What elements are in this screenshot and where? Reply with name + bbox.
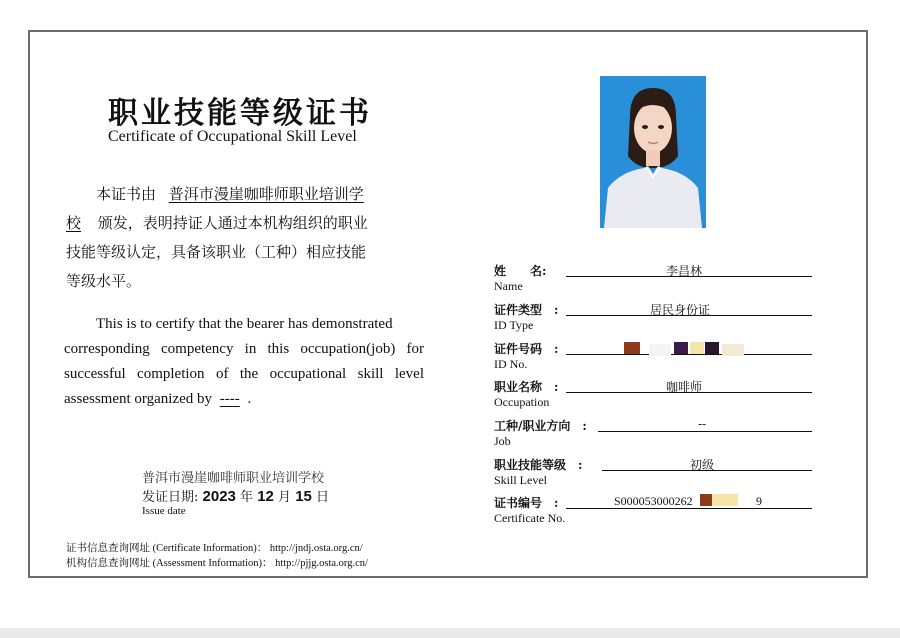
- assessment-query-link[interactable]: 机构信息查询网址 (Assessment Information)： http://pjjg.osta.org.cn/: [66, 558, 368, 569]
- issuer-name: 普洱市漫崖咖啡师职业培训学校: [142, 471, 325, 486]
- field-skill-level: [494, 456, 812, 492]
- field-job: [494, 417, 812, 453]
- skill-level-value: 初级: [690, 458, 715, 472]
- issuing-institution-end: 校: [66, 214, 82, 232]
- issue-date: [142, 486, 329, 505]
- statement-en-line-3: successful completion of the occupational skill level: [64, 366, 424, 382]
- redaction-block: [700, 494, 712, 506]
- certificate-query-link[interactable]: 证书信息查询网址 (Certificate Information)： http://jndj.osta.org.cn/: [66, 543, 363, 554]
- field-occupation-label-en: Occupation: [494, 395, 550, 409]
- issuing-institution: 普洱市漫崖咖啡师职业培训学: [168, 185, 364, 203]
- holder-name: 李昌林: [666, 264, 703, 278]
- field-occupation-label: 职业名称 :: [494, 380, 559, 394]
- redaction-block: [705, 342, 719, 354]
- cert-no-value: S000053000262: [614, 494, 693, 508]
- issue-date-label: 发证日期:: [142, 490, 199, 505]
- issue-day: 15: [295, 488, 312, 505]
- issue-month: 12: [257, 488, 274, 505]
- cert-no-suffix: 9: [756, 494, 762, 508]
- issue-date-label-en: Issue date: [142, 505, 186, 517]
- certificate-statement-en: [64, 312, 424, 412]
- field-job-label: 工种/职业方向 :: [494, 419, 587, 433]
- field-name-label: 姓 名:: [494, 264, 547, 278]
- field-job-underline: [598, 431, 812, 432]
- certificate-statement-cn: [66, 180, 426, 296]
- field-id-no-label: 证件号码 :: [494, 342, 559, 356]
- field-skill-level-label-en: Skill Level: [494, 473, 547, 487]
- statement-prefix: 本证书由: [96, 185, 157, 203]
- certificate-title-cn: 职业技能等级证书: [108, 96, 372, 131]
- field-id-type-label-en: ID Type: [494, 318, 534, 332]
- issue-year-unit: 年: [240, 490, 254, 505]
- field-skill-level-label: 职业技能等级 :: [494, 458, 583, 472]
- holder-photo: [600, 76, 706, 228]
- statement-line-3: 技能等级认定，具备该职业（工种）相应技能: [66, 243, 367, 261]
- page-bottom-strip: [0, 628, 900, 638]
- certificate-title-en: Certificate of Occupational Skill Level: [108, 128, 357, 145]
- statement-line-2: 颁发，表明持证人通过本机构组织的职业: [97, 214, 368, 232]
- redaction-block: [722, 344, 744, 356]
- statement-en-line-1: This is to certify that the bearer has demonstrated: [96, 316, 393, 332]
- redaction-block: [712, 494, 738, 506]
- id-type-value: 居民身份证: [650, 303, 711, 317]
- field-cert-no-label: 证书编号 :: [494, 496, 559, 510]
- issue-day-unit: 日: [316, 490, 330, 505]
- field-id-type: [494, 301, 812, 337]
- field-cert-no: [494, 494, 812, 530]
- redaction-block: [690, 342, 704, 354]
- issue-year: 2023: [202, 488, 236, 505]
- statement-line-4: 等级水平。: [66, 272, 142, 290]
- statement-en-period: .: [247, 391, 252, 407]
- job-value: --: [698, 417, 707, 431]
- statement-en-line-2: corresponding competency in this occupation(job) for: [64, 341, 424, 357]
- organizer-blank: ----: [219, 391, 240, 407]
- field-id-no-underline: [566, 354, 812, 355]
- field-cert-no-label-en: Certificate No.: [494, 511, 566, 525]
- portrait-illustration: [600, 76, 706, 228]
- field-name: [494, 262, 812, 298]
- redaction-block: [674, 342, 688, 354]
- redaction-block: [649, 344, 671, 356]
- field-name-label-en: Name: [494, 279, 523, 293]
- field-job-label-en: Job: [494, 434, 511, 448]
- issue-month-unit: 月: [278, 490, 292, 505]
- occupation-value: 咖啡师: [666, 380, 703, 394]
- field-id-type-label: 证件类型 :: [494, 303, 559, 317]
- field-id-no: [494, 340, 812, 376]
- redaction-block: [624, 342, 640, 354]
- field-id-no-label-en: ID No.: [494, 357, 528, 371]
- statement-en-line-4: assessment organized by: [64, 391, 213, 407]
- field-occupation: [494, 378, 812, 414]
